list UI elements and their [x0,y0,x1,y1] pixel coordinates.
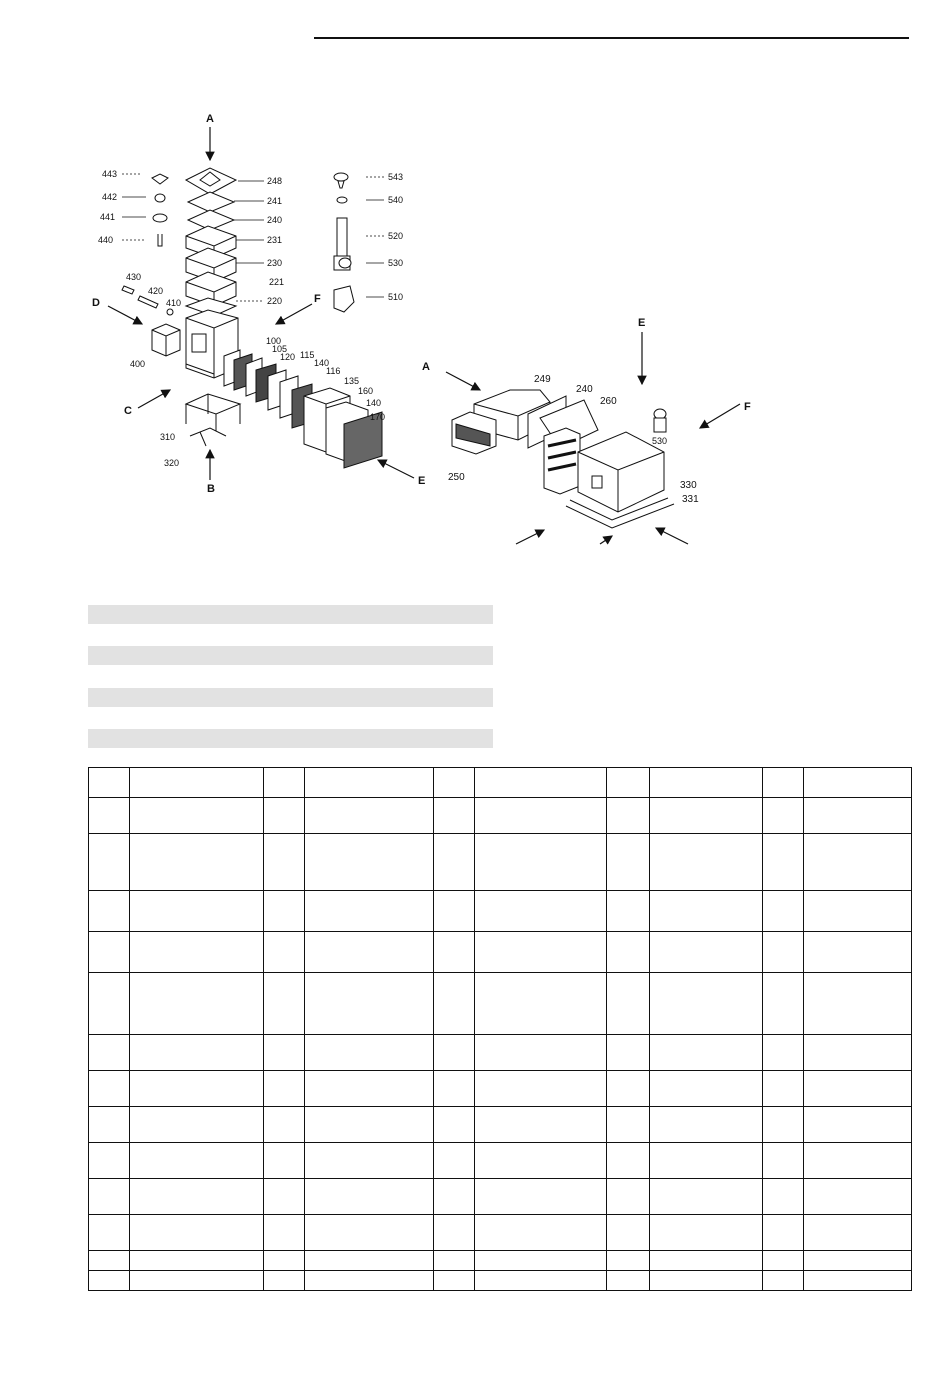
svg-text:160: 160 [358,386,374,396]
table-row [89,1215,912,1251]
arrow-label-d: D [92,297,100,309]
svg-text:230: 230 [267,258,283,268]
table-row [89,1107,912,1143]
svg-text:530: 530 [652,436,668,446]
arrow-label-a: A [206,113,214,125]
svg-text:249: 249 [534,374,551,385]
table-row [89,1035,912,1071]
svg-text:320: 320 [164,458,180,468]
svg-text:520: 520 [388,231,404,241]
shaded-bar-4 [88,729,493,748]
svg-text:543: 543 [388,172,404,182]
svg-text:135: 135 [344,376,360,386]
svg-text:240: 240 [576,384,593,395]
svg-text:530: 530 [388,258,404,268]
table-row [89,891,912,932]
table-row [89,798,912,834]
svg-text:260: 260 [600,396,617,407]
svg-text:248: 248 [267,176,283,186]
arrow-label-b: B [207,483,215,495]
right-assembly [452,390,674,528]
svg-text:400: 400 [130,359,146,369]
svg-text:420: 420 [148,286,164,296]
table-row [89,1251,912,1271]
svg-text:410: 410 [166,298,182,308]
arrow-label-c: C [124,405,132,417]
svg-text:140: 140 [314,358,330,368]
svg-text:250: 250 [448,472,465,483]
svg-text:331: 331 [682,494,699,505]
left-assembly [122,168,382,468]
svg-text:140: 140 [366,398,382,408]
svg-text:115: 115 [300,350,315,360]
svg-text:443: 443 [102,169,118,179]
svg-text:220: 220 [267,296,283,306]
exploded-view-diagram [0,100,950,560]
arrow-label-f: F [314,293,321,305]
svg-text:231: 231 [267,235,283,245]
svg-text:442: 442 [102,192,118,202]
header-rule [314,37,909,39]
svg-text:100: 100 [266,336,282,346]
arrow-label-e: E [418,475,426,487]
svg-text:330: 330 [680,480,697,491]
table-row [89,768,912,798]
arrow-label-f-right: F [744,401,751,413]
svg-text:440: 440 [98,235,114,245]
svg-text:221: 221 [269,277,285,287]
svg-text:441: 441 [100,212,116,222]
svg-text:170: 170 [370,412,386,422]
svg-text:310: 310 [160,432,176,442]
table-row [89,973,912,1035]
arrow-label-e-right: E [638,317,646,329]
table-row [89,932,912,973]
table-row [89,1071,912,1107]
table-row [89,834,912,891]
arrow-label-a-right: A [422,361,430,373]
table-row [89,1271,912,1291]
svg-text:510: 510 [388,292,404,302]
parts-table [88,767,912,1291]
shaded-bar-3 [88,688,493,707]
svg-text:241: 241 [267,196,283,206]
svg-text:120: 120 [280,352,296,362]
table-row [89,1143,912,1179]
svg-text:240: 240 [267,215,283,225]
table-row [89,1179,912,1215]
svg-text:116: 116 [326,366,341,376]
svg-text:430: 430 [126,272,142,282]
svg-text:105: 105 [272,344,288,354]
shaded-bar-2 [88,646,493,665]
svg-text:540: 540 [388,195,404,205]
shaded-bar-1 [88,605,493,624]
